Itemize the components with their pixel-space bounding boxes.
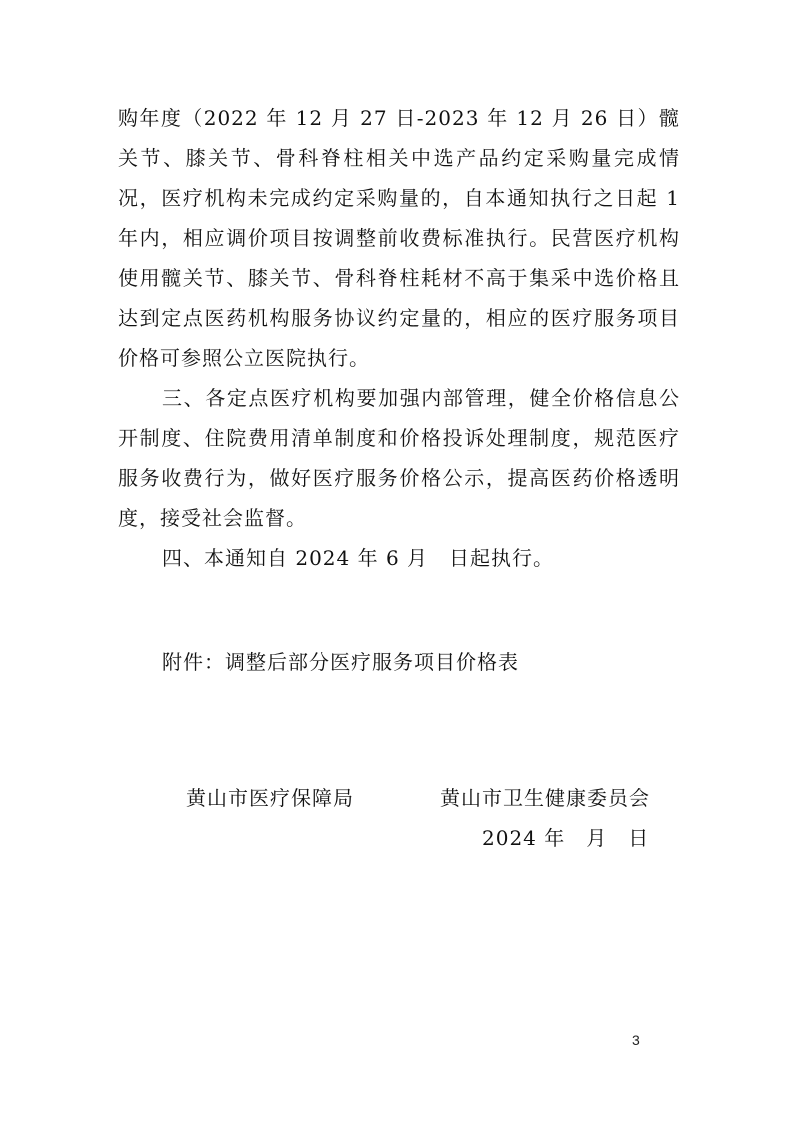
page-number: 3 (632, 1032, 640, 1048)
attachment-line: 附件：调整后部分医疗服务项目价格表 (162, 650, 519, 674)
signature-org-right: 黄山市卫生健康委员会 (440, 786, 650, 810)
signature-date: 2024 年 月 日 (482, 826, 650, 850)
paragraph-item-three: 三、各定点医疗机构要加强内部管理，健全价格信息公开制度、住院费用清单制度和价格投诉处理制度，规范医疗服务收费行为，做好医疗服务价格公示，提高医药价格透明度，接受社会监督。 (118, 386, 680, 530)
paragraph-continuation: 购年度（2022 年 12 月 27 日-2023 年 12 月 26 日）髋关节、膝关节、骨科脊柱相关中选产品约定采购量完成情况，医疗机构未完成约定采购量的，自本通知执行之日起 1 年内，相应调价项目按调整前收费标准执行。民营医疗机构使用髋关节、膝关节、骨科脊柱耗材不高于集采中选价格且达到定点医药机构服务协议约定量的，相应的医疗服务项目价格可参照公立医院执行。 (118, 106, 680, 370)
signature-org-left: 黄山市医疗保障局 (186, 786, 354, 810)
document-body (118, 98, 680, 578)
paragraph-item-four: 四、本通知自 2024 年 6 月 日起执行。 (162, 546, 555, 570)
